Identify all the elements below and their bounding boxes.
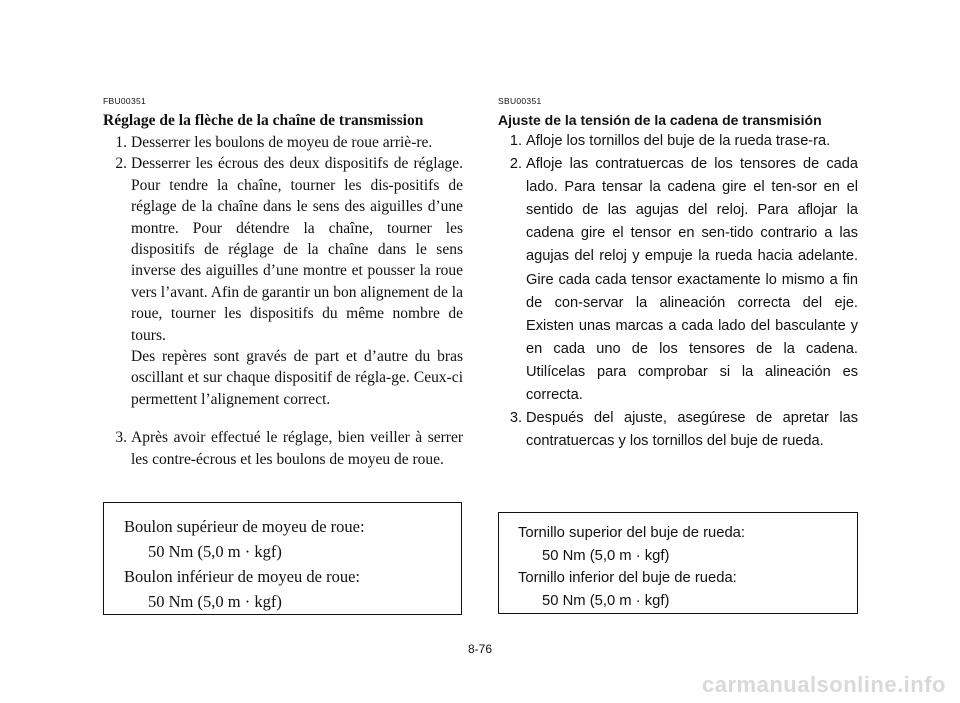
section-title: Ajuste de la tensión de la cadena de transmisión [498, 112, 822, 128]
page-number: 8-76 [467, 642, 493, 656]
spanish-column [498, 96, 858, 453]
torque-spec-box-french [103, 502, 462, 615]
step-list [103, 132, 463, 470]
section-code: SBU00351 [498, 96, 542, 106]
step-text: Desserrer les boulons de moyeu de roue arriè-re. [131, 134, 433, 151]
step-number: 2. [509, 156, 522, 173]
torque-spec-box-spanish [498, 512, 858, 614]
spec-upper-value: 50 Nm (5,0 m · kgf) [148, 542, 282, 561]
section-title: Réglage de la flèche de la chaîne de transmission [103, 112, 424, 129]
step-number: 1. [509, 133, 522, 149]
step-number: 3. [509, 410, 522, 427]
step-item [103, 132, 463, 153]
spec-lower-value: 50 Nm (5,0 m · kgf) [148, 592, 282, 611]
step-number: 2. [115, 155, 127, 173]
spec-upper-value: 50 Nm (5,0 m · kgf) [542, 547, 670, 564]
spec-upper-label: Boulon supérieur de moyeu de roue: [124, 517, 365, 536]
spec-upper-label: Tornillo superior del buje de rueda: [518, 525, 746, 541]
step-item [498, 407, 858, 453]
step-item [498, 130, 858, 153]
section-code: FBU00351 [103, 96, 147, 106]
step-item [103, 153, 463, 410]
step-item [103, 427, 463, 470]
step-text: Después del ajuste, asegúrese de apretar las contratuercas y los tornillos del buje de rueda. [526, 410, 858, 450]
spec-lower-label: Tornillo inferior del buje de rueda: [518, 570, 737, 586]
step-list [498, 130, 858, 453]
step-text-continued: Des repères sont gravés de part et d’autre du bras oscillant et sur chaque dispositif de régla-ge. Ceux-ci permettent l’alignement correct. [131, 348, 463, 408]
step-number: 3. [115, 429, 127, 447]
step-item [498, 153, 858, 407]
french-column [103, 96, 463, 470]
step-number: 1. [115, 134, 127, 151]
watermark: carmanualsonline.info [702, 672, 946, 697]
step-text: Après avoir effectué le réglage, bien veiller à serrer les contre-écrous et les boulons de moyeu de roue. [131, 429, 463, 468]
step-text: Afloje los tornillos del buje de la rueda trase-ra. [526, 133, 831, 149]
step-text: Desserrer les écrous des deux dispositifs de réglage. Pour tendre la chaîne, tourner les dis-positifs de réglage de la chaîne dans le sens des aiguilles d’une montre. Pour détendre la chaîne, tourner les dispositifs de réglage de la chaîne dans le sens inverse des aiguilles d’une montre et pousser la roue vers l’avant. Afin de garantir un bon alignement de la roue, tourner les dispositifs du même nombre de tours. [131, 155, 463, 344]
spec-lower-label: Boulon inférieur de moyeu de roue: [124, 567, 360, 586]
spec-lower-value: 50 Nm (5,0 m · kgf) [542, 592, 670, 609]
step-text: Afloje las contratuercas de los tensores de cada lado. Para tensar la cadena gire el ten-sor en el sentido de las agujas del reloj. Para aflojar la cadena gire el tensor en sen-tido contrario a las agujas del reloj y empuje la rueda hacia adelante. Gire cada cada tensor exactamente lo mismo a fin de con-servar la alineación correcta del eje. Existen unas marcas a cada lado del basculante y en cada uno de los tensores de la cadena. Utilícelas para comprobar si la alineación es correcta. [526, 156, 858, 404]
